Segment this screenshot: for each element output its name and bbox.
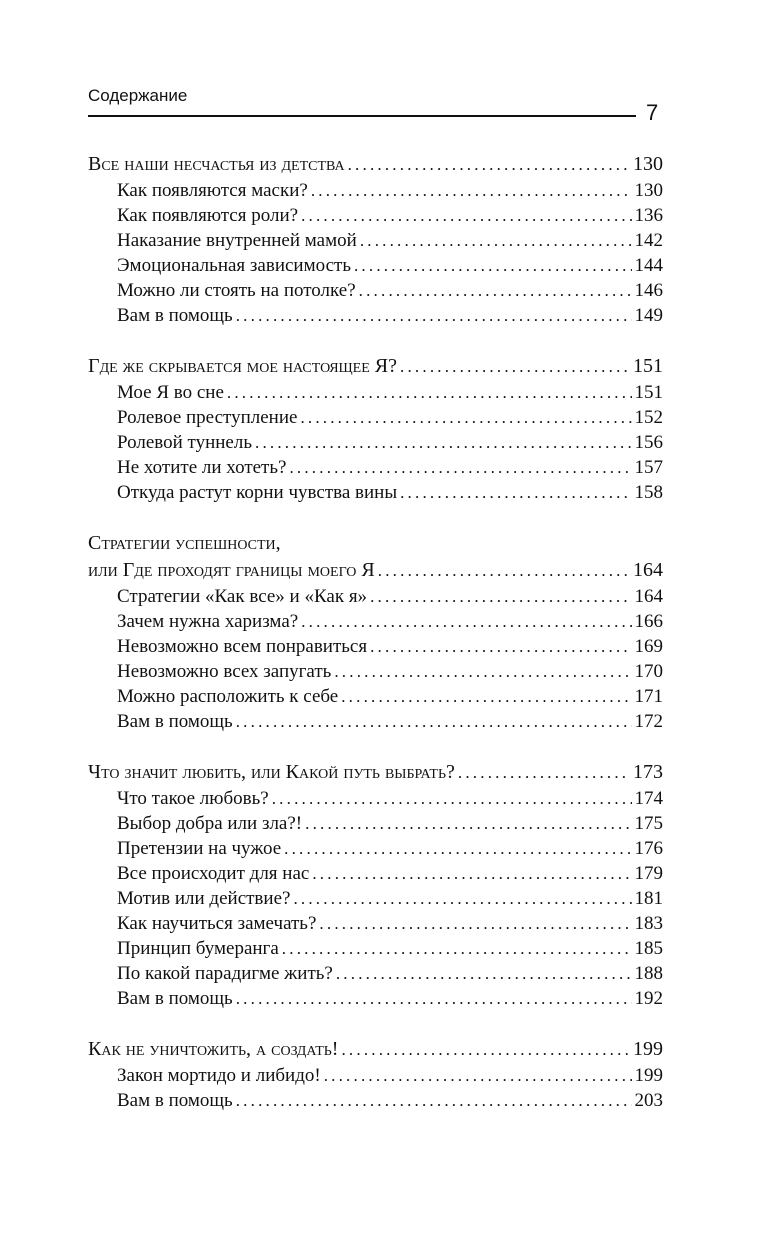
entry-page: 192 xyxy=(634,988,663,1009)
entry-title: По какой парадигме жить? xyxy=(117,963,333,984)
entry-title: Выбор добра или зла?! xyxy=(117,813,303,834)
dot-leader xyxy=(236,303,632,328)
dot-leader xyxy=(378,557,630,584)
toc-entry[interactable] xyxy=(88,253,663,278)
dot-leader xyxy=(341,1036,630,1063)
toc-entry[interactable] xyxy=(88,911,663,936)
entry-page: 172 xyxy=(634,711,663,732)
entry-page: 174 xyxy=(634,788,663,809)
entry-title: Наказание внутренней мамой xyxy=(117,230,357,251)
entry-page: 181 xyxy=(634,888,663,909)
toc-entry[interactable] xyxy=(88,786,663,811)
toc-chapter xyxy=(88,1036,663,1113)
chapter-heading[interactable] xyxy=(88,1036,663,1063)
entry-page: 152 xyxy=(634,407,663,428)
toc-entry[interactable] xyxy=(88,584,663,609)
chapter-title: Как не уничтожить, а создать! xyxy=(88,1038,339,1060)
dot-leader xyxy=(289,455,631,480)
header-rule xyxy=(88,115,636,117)
chapter-title: Что значит любить, или Какой путь выбрать? xyxy=(88,761,455,783)
chapter-heading[interactable] xyxy=(88,151,663,178)
entry-page: 164 xyxy=(634,586,663,607)
toc-entry[interactable] xyxy=(88,480,663,505)
toc-entry[interactable] xyxy=(88,1088,663,1113)
entry-title: Вам в помощь xyxy=(117,305,233,326)
toc-entry[interactable] xyxy=(88,228,663,253)
entry-title: Ролевое преступление xyxy=(117,407,298,428)
chapter-title-line[interactable]: Стратегии успешности, xyxy=(88,532,281,554)
chapter-title: Где же скрывается мое настоящее Я? xyxy=(88,355,398,377)
chapter-page: 151 xyxy=(633,355,663,377)
entry-page: 185 xyxy=(634,938,663,959)
toc-entry[interactable] xyxy=(88,961,663,986)
entry-page: 149 xyxy=(634,305,663,326)
chapter-title: Все наши несчастья из детства xyxy=(88,153,345,175)
entry-page: 175 xyxy=(634,813,663,834)
entry-title: Мотив или действие? xyxy=(117,888,291,909)
entry-page: 130 xyxy=(634,180,663,201)
entry-page: 179 xyxy=(634,863,663,884)
chapter-page: 164 xyxy=(633,559,663,581)
entry-page: 144 xyxy=(634,255,663,276)
toc-entry[interactable] xyxy=(88,405,663,430)
toc-entry[interactable] xyxy=(88,684,663,709)
toc-entry[interactable] xyxy=(88,303,663,328)
dot-leader xyxy=(319,911,631,936)
entry-page: 188 xyxy=(634,963,663,984)
entry-page: 176 xyxy=(634,838,663,859)
chapter-heading[interactable] xyxy=(88,353,663,380)
toc-entry[interactable] xyxy=(88,986,663,1011)
entry-page: 170 xyxy=(634,661,663,682)
chapter-page: 130 xyxy=(633,153,663,175)
entry-title: Невозможно всех запугать xyxy=(117,661,332,682)
entry-title: Вам в помощь xyxy=(117,711,233,732)
toc-entry[interactable] xyxy=(88,380,663,405)
dot-leader xyxy=(301,203,631,228)
entry-title: Принцип бумеранга xyxy=(117,938,279,959)
dot-leader xyxy=(336,961,632,986)
dot-leader xyxy=(400,480,631,505)
running-head-title: Содержание xyxy=(88,86,188,105)
entry-page: 169 xyxy=(634,636,663,657)
table-of-contents xyxy=(88,151,663,1138)
toc-entry[interactable] xyxy=(88,455,663,480)
entry-title: Эмоциональная зависимость xyxy=(117,255,351,276)
entry-title: Закон мортидо и либидо! xyxy=(117,1065,321,1086)
entry-page: 157 xyxy=(634,457,663,478)
entry-title: Как появляются роли? xyxy=(117,205,299,226)
entry-title: Ролевой туннель xyxy=(117,432,252,453)
toc-entry[interactable] xyxy=(88,609,663,634)
toc-entry[interactable] xyxy=(88,861,663,886)
entry-title: Можно ли стоять на потолке? xyxy=(117,280,356,301)
entry-title: Откуда растут корни чувства вины xyxy=(117,482,398,503)
dot-leader xyxy=(272,786,632,811)
chapter-page: 199 xyxy=(633,1038,663,1060)
entry-title: Зачем нужна харизма? xyxy=(117,611,299,632)
entry-title: Что такое любовь? xyxy=(117,788,269,809)
dot-leader xyxy=(236,986,632,1011)
chapter-heading[interactable] xyxy=(88,759,663,786)
toc-entry[interactable] xyxy=(88,936,663,961)
entry-title: Вам в помощь xyxy=(117,1090,233,1111)
entry-title: Как научиться замечать? xyxy=(117,913,317,934)
dot-leader xyxy=(458,759,630,786)
chapter-heading[interactable] xyxy=(88,557,663,584)
dot-leader xyxy=(359,278,632,303)
entry-title: Вам в помощь xyxy=(117,988,233,1009)
entry-page: 146 xyxy=(634,280,663,301)
entry-page: 158 xyxy=(634,482,663,503)
entry-page: 171 xyxy=(634,686,663,707)
entry-page: 199 xyxy=(634,1065,663,1086)
dot-leader xyxy=(227,380,632,405)
entry-title: Невозможно всем понравиться xyxy=(117,636,368,657)
dot-leader xyxy=(324,1063,632,1088)
dot-leader xyxy=(400,353,630,380)
toc-entry[interactable] xyxy=(88,836,663,861)
entry-page: 203 xyxy=(634,1090,663,1111)
entry-title: Все происходит для нас xyxy=(117,863,310,884)
entry-page: 136 xyxy=(634,205,663,226)
dot-leader xyxy=(284,836,631,861)
dot-leader xyxy=(370,634,631,659)
dot-leader xyxy=(341,684,631,709)
dot-leader xyxy=(301,609,631,634)
entry-title: Как появляются маски? xyxy=(117,180,308,201)
dot-leader xyxy=(311,178,632,203)
toc-entry[interactable] xyxy=(88,709,663,734)
dot-leader xyxy=(370,584,631,609)
dot-leader xyxy=(354,253,632,278)
toc-entry[interactable] xyxy=(88,886,663,911)
toc-entry[interactable] xyxy=(88,659,663,684)
entry-title: Претензии на чужое xyxy=(117,838,282,859)
toc-entry[interactable] xyxy=(88,278,663,303)
chapter-page: 173 xyxy=(633,761,663,783)
dot-leader xyxy=(236,1088,632,1113)
toc-entry[interactable] xyxy=(88,178,663,203)
toc-entry[interactable] xyxy=(88,811,663,836)
dot-leader xyxy=(348,151,630,178)
dot-leader xyxy=(255,430,632,455)
toc-entry[interactable] xyxy=(88,430,663,455)
entry-page: 183 xyxy=(634,913,663,934)
entry-title: Стратегии «Как все» и «Как я» xyxy=(117,586,368,607)
dot-leader xyxy=(282,936,632,961)
entry-page: 151 xyxy=(634,382,663,403)
toc-entry[interactable] xyxy=(88,634,663,659)
toc-entry[interactable] xyxy=(88,1063,663,1088)
dot-leader xyxy=(312,861,631,886)
entry-title: Мое Я во сне xyxy=(117,382,224,403)
entry-page: 142 xyxy=(634,230,663,251)
entry-title: Не хотите ли хотеть? xyxy=(117,457,287,478)
dot-leader xyxy=(236,709,632,734)
dot-leader xyxy=(305,811,631,836)
dot-leader xyxy=(360,228,632,253)
toc-chapter xyxy=(88,530,663,734)
entry-page: 166 xyxy=(634,611,663,632)
entry-page: 156 xyxy=(634,432,663,453)
dot-leader xyxy=(334,659,631,684)
toc-chapter xyxy=(88,759,663,1011)
entry-title: Можно расположить к себе xyxy=(117,686,339,707)
dot-leader xyxy=(300,405,631,430)
dot-leader xyxy=(293,886,631,911)
page-number: 7 xyxy=(646,100,659,125)
toc-entry[interactable] xyxy=(88,203,663,228)
toc-chapter xyxy=(88,151,663,328)
toc-chapter xyxy=(88,353,663,505)
chapter-title: или Где проходят границы моего Я xyxy=(88,559,375,581)
